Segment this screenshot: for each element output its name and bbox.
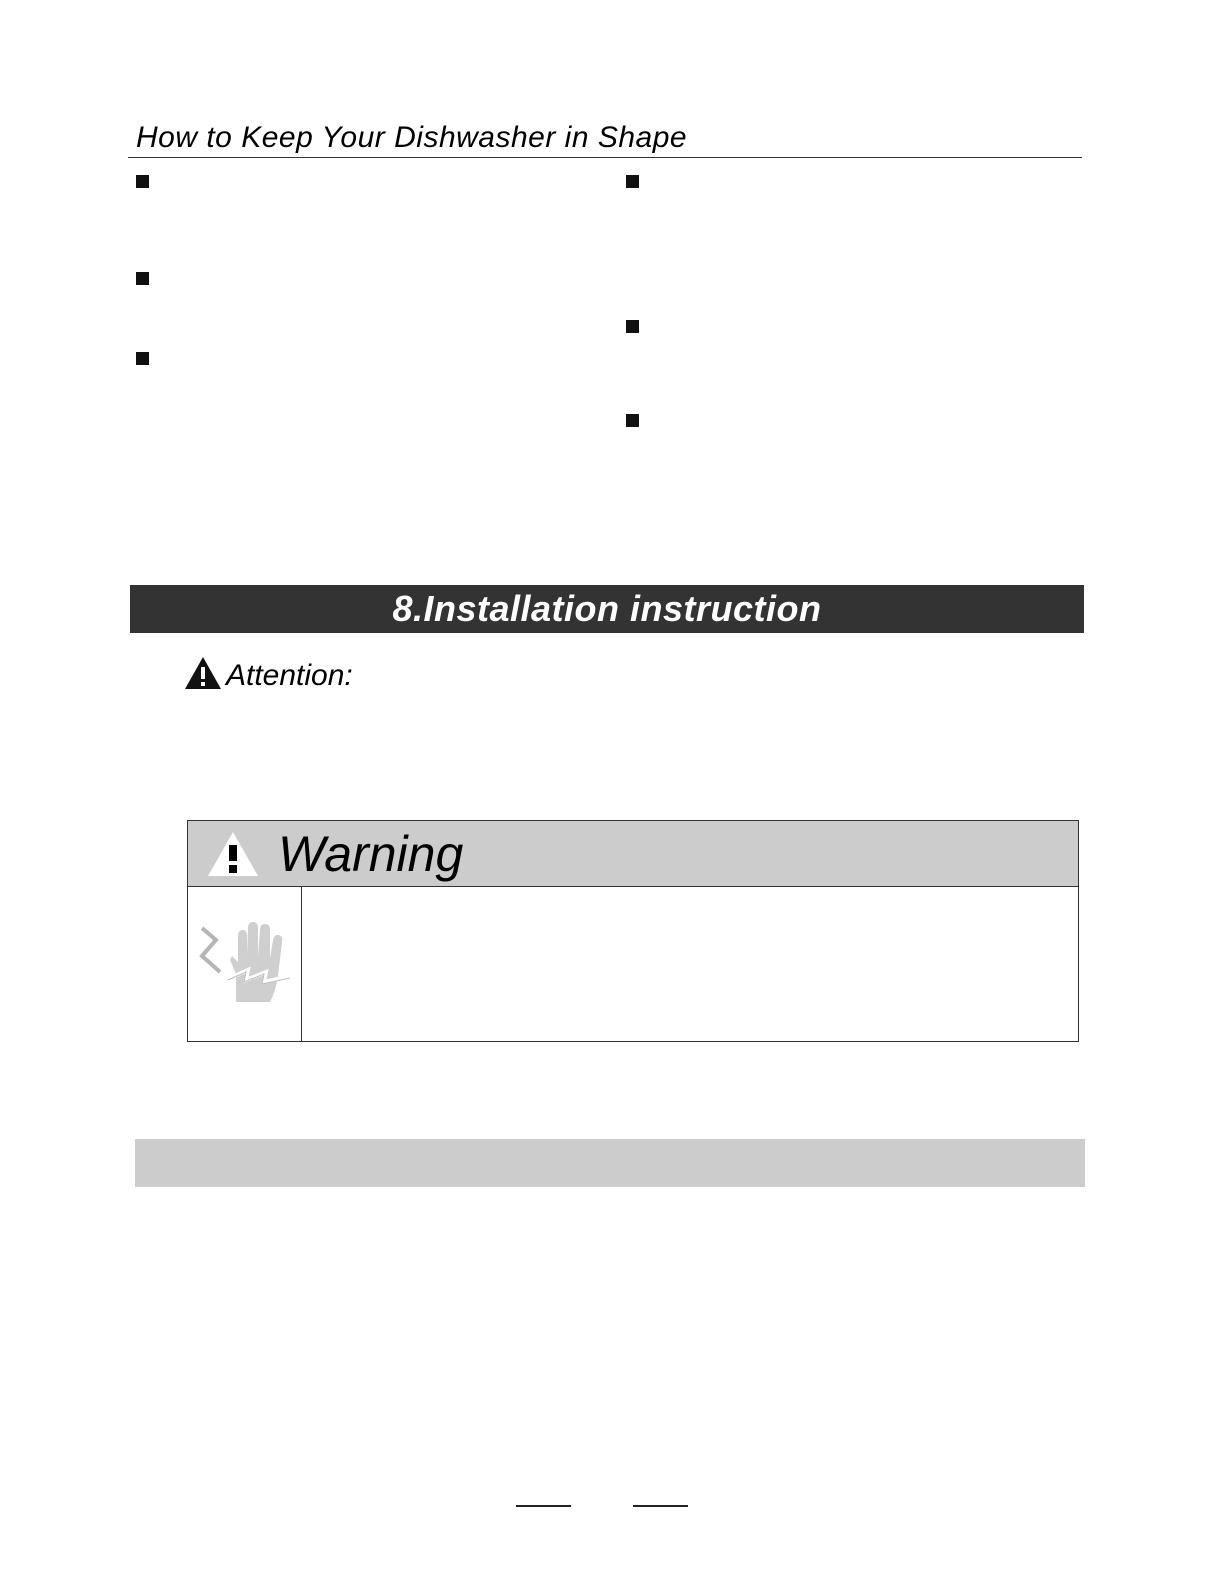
bullet-marker-right-3 <box>626 414 639 427</box>
section-title: How to Keep Your Dishwasher in Shape <box>136 121 688 154</box>
electric-shock-hand-icon <box>190 906 302 1021</box>
section-heading-bar <box>135 1139 1085 1187</box>
warning-icon-cell <box>188 886 302 1041</box>
warning-box <box>187 820 1079 1042</box>
warning-triangle-icon <box>184 656 222 695</box>
warning-title: Warning <box>278 825 464 882</box>
title-divider <box>128 157 1082 158</box>
section-banner <box>130 585 1084 633</box>
warning-header <box>188 821 1078 887</box>
warning-triangle-icon <box>206 830 260 878</box>
page-number-underline-left <box>516 1505 571 1507</box>
bullet-marker-left-2 <box>136 272 149 285</box>
banner-title: 8.Installation instruction <box>392 588 822 629</box>
bullet-marker-right-2 <box>626 320 639 333</box>
page-number-underline-right <box>633 1505 688 1507</box>
bullet-marker-right-1 <box>626 175 639 188</box>
bullet-marker-left-1 <box>136 175 149 188</box>
attention-text: Attention: <box>226 658 353 692</box>
attention-label <box>184 656 353 695</box>
bullet-marker-left-3 <box>136 352 149 365</box>
